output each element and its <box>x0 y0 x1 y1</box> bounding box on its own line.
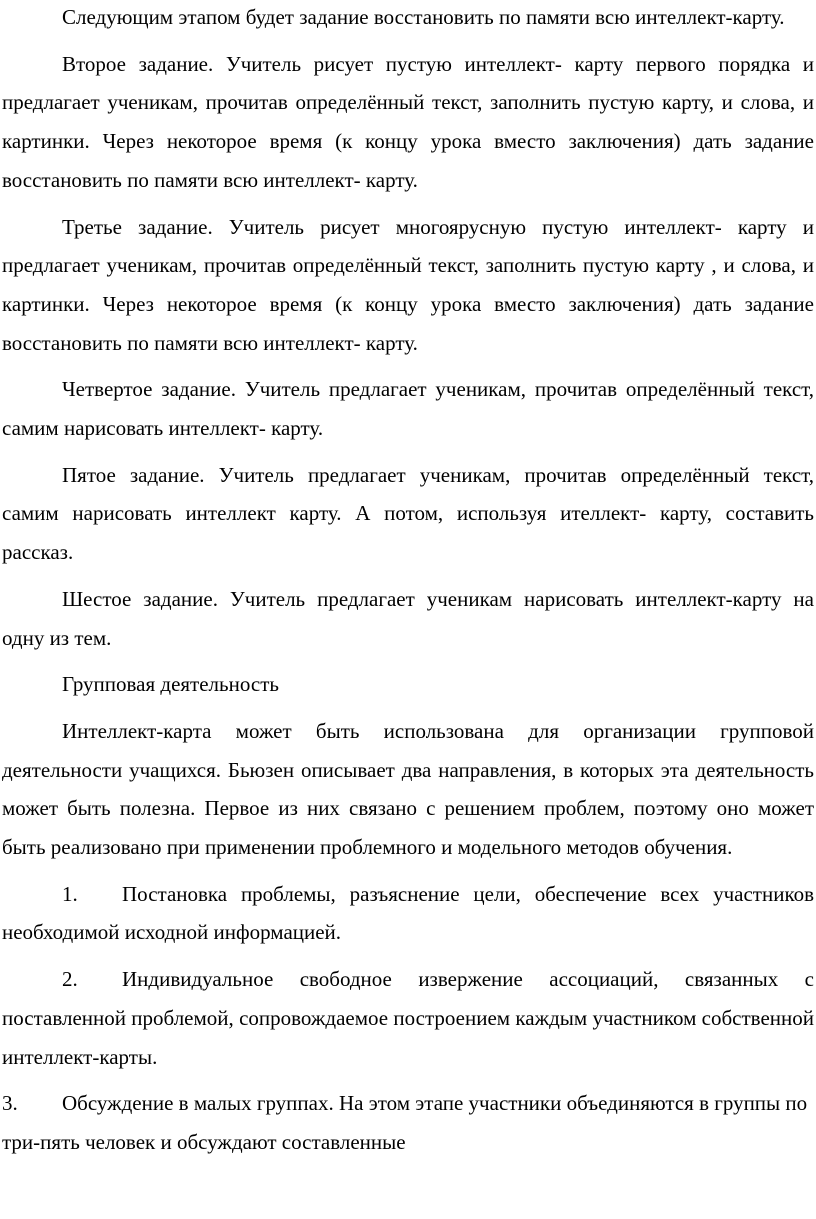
paragraph-5: Пятое задание. Учитель предлагает ученикам, прочитав определённый текст, самим нарисовать интеллект карту. А потом, используя ителлект- карту, составить рассказ. <box>2 462 814 565</box>
list-item-2 <box>2 960 814 1076</box>
paragraph-4: Четвертое задание. Учитель предлагает ученикам, прочитав определённый текст, самим нарисовать интеллект- карту. <box>2 377 814 441</box>
section-heading-group-activity: Групповая деятельность <box>62 672 279 697</box>
list-number: 2. <box>62 967 78 992</box>
paragraph-2: Второе задание. Учитель рисует пустую интеллект- карту первого порядка и предлагает ученикам, прочитав определённый текст, заполнить пустую карту, и слова, и картинки. Через некоторое время (к концу урока вместо заключения) дать задание восстановить по памяти всю интеллект- карту. <box>2 51 814 192</box>
list-number: 3. <box>2 1091 18 1116</box>
list-item-text: Постановка проблемы, разъяснение цели, обеспечение всех участников необходимой исходной информацией. <box>2 881 814 945</box>
list-number: 1. <box>62 881 78 906</box>
paragraph-1: Следующим этапом будет задание восстановить по памяти всю интеллект-карту. <box>62 5 785 29</box>
paragraph-3: Третье задание. Учитель рисует многоярусную пустую интеллект- карту и предлагает ученикам, прочитав определённый текст, заполнить пустую карту , и слова, и картинки. Через некоторое время (к концу урока вместо заключения) дать задание восстановить по памяти всю интеллект- карту. <box>2 214 814 355</box>
list-item-text: Индивидуальное свободное извержение ассоциаций, связанных с поставленной проблемой, сопровождаемое построением каждым участником собственной интеллект-карты. <box>2 967 814 1069</box>
paragraph-8: Интеллект-карта может быть использована для организации групповой деятельности учащихся. Бьюзен описывает два направления, в которых эта деятельность может быть полезна. Первое из них связано с решением проблем, поэтому оно может быть реализовано при применении проблемного и модельного методов обучения. <box>2 718 814 860</box>
paragraph-6: Шестое задание. Учитель предлагает ученикам нарисовать интеллект-карту на одну из тем. <box>2 586 814 650</box>
list-item-1 <box>2 875 814 952</box>
list-item-text: Обсуждение в малых группах. На этом этапе участники объединяются в группы по три-пять человек и обсуждают составленные <box>2 1091 808 1154</box>
list-item-3 <box>2 1084 814 1161</box>
